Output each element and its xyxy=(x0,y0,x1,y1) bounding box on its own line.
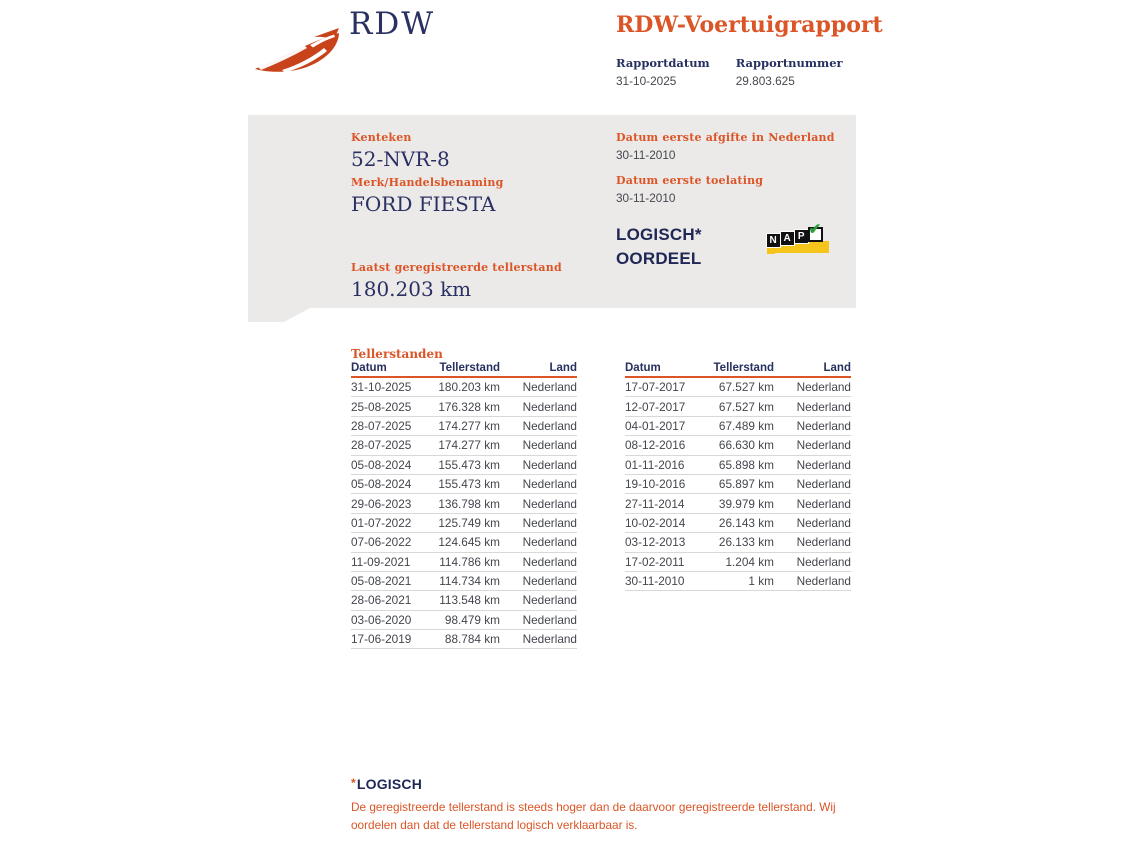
report-number-label: Rapportnummer xyxy=(735,56,843,70)
cell-datum: 27-11-2014 xyxy=(625,496,685,511)
tellerstand-label: Laatst geregistreerde tellerstand xyxy=(351,261,562,274)
table-row xyxy=(351,630,577,649)
cell-datum: 08-12-2016 xyxy=(625,438,686,453)
vehicle-summary-panel xyxy=(248,115,856,308)
footnote-asterisk: * xyxy=(351,776,356,790)
cell-datum: 31-10-2025 xyxy=(351,380,412,395)
column-header-tellerstand: Tellerstand xyxy=(439,362,500,374)
tellerstanden-table-right xyxy=(625,364,851,591)
kenteken-value: 52-NVR-8 xyxy=(351,147,450,171)
tellerstanden-table-left xyxy=(351,364,577,649)
table-row xyxy=(625,533,851,552)
report-meta xyxy=(616,56,843,88)
report-date-label: Rapportdatum xyxy=(616,56,710,70)
nap-letter-a: A xyxy=(780,231,795,246)
cell-datum: 03-12-2013 xyxy=(625,535,686,550)
cell-datum: 01-07-2022 xyxy=(351,515,412,530)
table-row xyxy=(351,611,577,630)
cell-datum: 04-01-2017 xyxy=(625,418,686,433)
cell-land: Nederland xyxy=(796,380,851,395)
cell-land: Nederland xyxy=(796,515,851,530)
cell-tellerstand: 1 km xyxy=(748,574,774,589)
table-row xyxy=(351,436,577,455)
cell-datum: 17-06-2019 xyxy=(351,632,412,647)
nap-letter-p: P xyxy=(794,229,809,244)
cell-tellerstand: 113.548 km xyxy=(439,593,500,608)
table-body xyxy=(625,378,851,591)
cell-tellerstand: 39.979 km xyxy=(718,496,774,511)
cell-datum: 05-08-2024 xyxy=(351,477,412,492)
cell-land: Nederland xyxy=(522,515,577,530)
table-row xyxy=(625,514,851,533)
report-number-value: 29.803.625 xyxy=(735,74,795,88)
cell-datum: 05-08-2024 xyxy=(351,457,412,472)
cell-tellerstand: 155.473 km xyxy=(438,457,500,472)
nap-logo xyxy=(766,221,830,259)
table-row xyxy=(351,475,577,494)
cell-tellerstand: 114.786 km xyxy=(439,554,500,569)
cell-tellerstand: 136.798 km xyxy=(438,496,500,511)
table-row xyxy=(351,553,577,572)
footnote-text: De geregistreerde tellerstand is steeds hoger dan de daarvoor geregistreerde tellerstand. Wij oordelen dan dat de tellerstand logisch verklaarbaar is. xyxy=(351,800,836,832)
cell-datum: 05-08-2021 xyxy=(351,574,412,589)
afgifte-label: Datum eerste afgifte in Nederland xyxy=(616,131,835,144)
report-date-field xyxy=(616,56,710,88)
cell-land: Nederland xyxy=(796,418,851,433)
toelating-label: Datum eerste toelating xyxy=(616,174,764,187)
rdw-wing-icon xyxy=(252,24,340,74)
nap-check-icon: ✔ xyxy=(808,221,822,238)
cell-datum: 12-07-2017 xyxy=(625,399,686,414)
cell-tellerstand: 176.328 km xyxy=(438,399,500,414)
tellerstanden-heading: Tellerstanden xyxy=(351,347,443,361)
oordeel-block xyxy=(616,223,856,271)
cell-land: Nederland xyxy=(522,418,577,433)
column-header-datum: Datum xyxy=(351,362,387,374)
cell-land: Nederland xyxy=(522,632,577,647)
cell-tellerstand: 1.204 km xyxy=(725,554,774,569)
vehicle-summary-left xyxy=(351,131,601,306)
cell-land: Nederland xyxy=(522,438,577,453)
cell-tellerstand: 65.897 km xyxy=(718,477,774,492)
rdw-wordmark: RDW xyxy=(349,6,436,42)
cell-land: Nederland xyxy=(796,574,851,589)
cell-tellerstand: 125.749 km xyxy=(438,515,500,530)
logisch-footnote xyxy=(351,776,871,834)
panel-corner-tail xyxy=(248,308,310,322)
table-row xyxy=(625,475,851,494)
afgifte-value: 30-11-2010 xyxy=(616,148,676,162)
vehicle-summary-right xyxy=(616,131,856,271)
table-row xyxy=(351,591,577,610)
cell-land: Nederland xyxy=(796,535,851,550)
cell-land: Nederland xyxy=(522,477,577,492)
cell-tellerstand: 174.277 km xyxy=(438,418,500,433)
cell-land: Nederland xyxy=(796,554,851,569)
table-row xyxy=(351,378,577,397)
cell-tellerstand: 67.527 km xyxy=(718,380,774,395)
cell-land: Nederland xyxy=(522,457,577,472)
cell-tellerstand: 26.133 km xyxy=(718,535,774,550)
cell-datum: 30-11-2010 xyxy=(625,574,685,589)
cell-datum: 19-10-2016 xyxy=(625,477,686,492)
cell-datum: 11-09-2021 xyxy=(351,554,411,569)
column-header-datum: Datum xyxy=(625,362,661,374)
cell-datum: 03-06-2020 xyxy=(351,612,412,627)
table-row xyxy=(625,553,851,572)
table-row xyxy=(625,417,851,436)
cell-land: Nederland xyxy=(796,496,851,511)
table-row xyxy=(625,436,851,455)
table-row xyxy=(351,514,577,533)
merk-value: FORD FIESTA xyxy=(351,192,496,216)
page-title: RDW-Voertuigrapport xyxy=(616,12,883,38)
nap-yellow-notch xyxy=(767,247,775,254)
column-header-tellerstand: Tellerstand xyxy=(713,362,774,374)
cell-tellerstand: 67.527 km xyxy=(718,399,774,414)
cell-datum: 01-11-2016 xyxy=(625,457,685,472)
cell-tellerstand: 124.645 km xyxy=(438,535,500,550)
cell-datum: 28-07-2025 xyxy=(351,418,412,433)
table-row xyxy=(625,397,851,416)
merk-label: Merk/Handelsbenaming xyxy=(351,176,504,189)
footnote-title: *LOGISCH xyxy=(351,776,423,792)
table-row xyxy=(625,572,851,591)
cell-land: Nederland xyxy=(522,612,577,627)
table-row xyxy=(351,533,577,552)
nap-check-box xyxy=(808,221,823,242)
table-header-row xyxy=(351,364,577,378)
cell-tellerstand: 67.489 km xyxy=(718,418,774,433)
cell-datum: 25-08-2025 xyxy=(351,399,412,414)
cell-land: Nederland xyxy=(522,574,577,589)
cell-datum: 28-06-2021 xyxy=(351,593,412,608)
cell-datum: 17-07-2017 xyxy=(625,380,686,395)
nap-letter-n: N xyxy=(766,233,781,248)
table-row xyxy=(625,378,851,397)
cell-land: Nederland xyxy=(522,535,577,550)
cell-land: Nederland xyxy=(796,477,851,492)
cell-land: Nederland xyxy=(522,399,577,414)
table-row xyxy=(351,494,577,513)
toelating-value: 30-11-2010 xyxy=(616,191,676,205)
table-header-row xyxy=(625,364,851,378)
cell-land: Nederland xyxy=(796,399,851,414)
cell-tellerstand: 65.898 km xyxy=(718,457,774,472)
cell-tellerstand: 26.143 km xyxy=(718,515,774,530)
cell-land: Nederland xyxy=(522,554,577,569)
cell-tellerstand: 174.277 km xyxy=(438,438,500,453)
cell-tellerstand: 114.734 km xyxy=(439,574,500,589)
table-row xyxy=(625,494,851,513)
kenteken-label: Kenteken xyxy=(351,131,412,144)
cell-datum: 28-07-2025 xyxy=(351,438,412,453)
cell-datum: 17-02-2011 xyxy=(625,554,685,569)
table-row xyxy=(351,417,577,436)
cell-tellerstand: 88.784 km xyxy=(444,632,500,647)
cell-land: Nederland xyxy=(522,593,577,608)
cell-tellerstand: 66.630 km xyxy=(718,438,774,453)
table-row xyxy=(351,456,577,475)
cell-land: Nederland xyxy=(522,496,577,511)
table-body xyxy=(351,378,577,649)
table-row xyxy=(625,456,851,475)
report-number-field xyxy=(736,56,843,88)
table-row xyxy=(351,397,577,416)
tellerstand-value: 180.203 km xyxy=(351,277,472,301)
cell-datum: 10-02-2014 xyxy=(625,515,686,530)
oordeel-text: LOGISCH* OORDEEL xyxy=(616,225,702,268)
cell-land: Nederland xyxy=(796,457,851,472)
table-row xyxy=(351,572,577,591)
column-header-land: Land xyxy=(549,362,577,374)
cell-datum: 29-06-2023 xyxy=(351,496,412,511)
cell-tellerstand: 180.203 km xyxy=(438,380,500,395)
cell-tellerstand: 98.479 km xyxy=(444,612,500,627)
cell-land: Nederland xyxy=(522,380,577,395)
cell-tellerstand: 155.473 km xyxy=(438,477,500,492)
column-header-land: Land xyxy=(823,362,851,374)
rdw-logo xyxy=(252,24,340,74)
cell-land: Nederland xyxy=(796,438,851,453)
cell-datum: 07-06-2022 xyxy=(351,535,412,550)
report-date-value: 31-10-2025 xyxy=(616,74,677,88)
